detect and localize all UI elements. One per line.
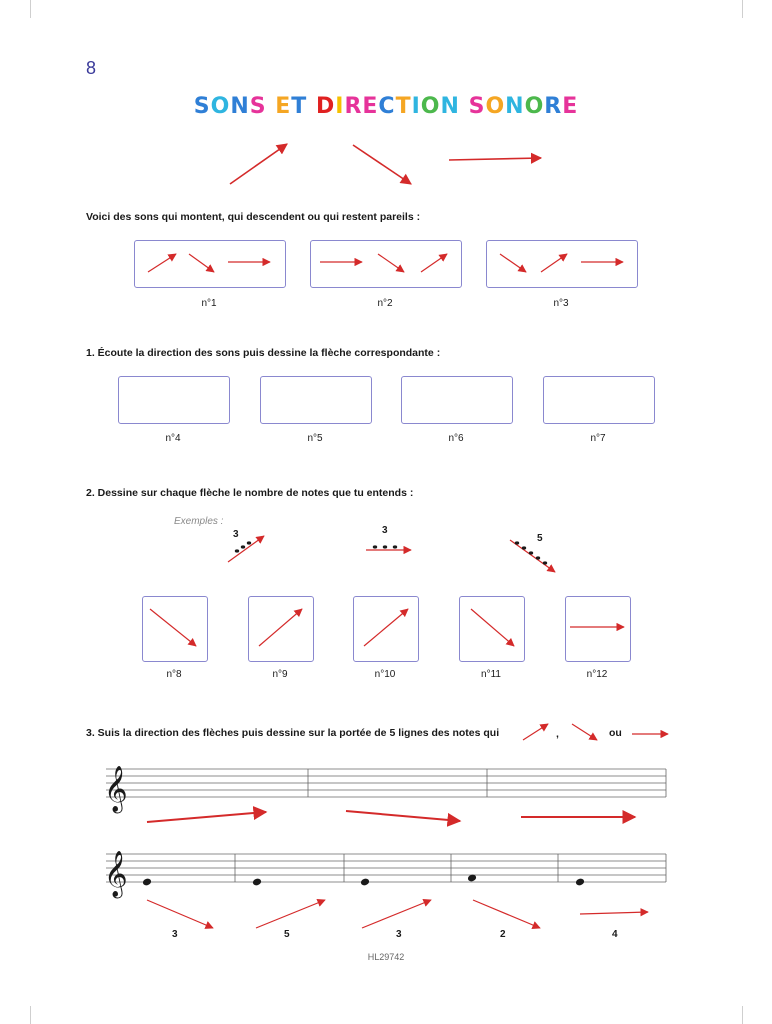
note-count-4: 2 [500,929,506,940]
note-head [252,878,262,887]
example-label-1: n°1 [201,298,217,309]
footer-code: HL29742 [367,952,405,962]
label-9: n°9 [272,669,288,680]
note-dot [536,556,540,559]
treble-clef-icon: 𝄞 [104,766,128,812]
title-letter: I [335,94,345,119]
arrow-down-icon [150,609,196,646]
note-head [575,878,585,887]
title-letter: N [505,94,525,119]
note-dot [373,545,377,548]
title-letter: O [485,94,506,119]
title-letter: E [275,94,292,119]
label-12: n°12 [586,669,608,680]
note-count-3: 3 [396,929,402,940]
page-number: 8 [86,58,97,78]
title-letter: C [378,94,396,119]
arrow-up-icon [421,254,447,272]
label-4: n°4 [165,433,181,444]
label-7: n°7 [590,433,606,444]
q1-text: 1. Écoute la direction des sons puis dessine la flèche correspondante : [86,347,441,359]
arrow-flat-icon [449,158,541,160]
q3-text: 3. Suis la direction des flèches puis dessine sur la portée de 5 lignes des notes qui [86,727,500,739]
arrow-down-icon [471,609,514,646]
note-dot [235,549,239,552]
title-letter: O [524,94,545,119]
arrow-down-icon [189,254,214,272]
title-letter: I [411,94,421,119]
title-letter: T [395,94,412,119]
note-dot [529,551,533,554]
title-letter: N [440,94,460,119]
title-letter: S [468,94,486,119]
intro-text: Voici des sons qui montent, qui descendent ou qui restent pareils : [86,211,421,223]
title-letter: E [562,94,579,119]
note-head [142,878,152,887]
title-letter: R [344,94,363,119]
note-head [360,878,370,887]
q2-text: 2. Dessine sur chaque flèche le nombre de notes que tu entends : [86,487,414,499]
title-letter: O [420,94,441,119]
treble-clef-icon: 𝄞 [104,851,128,897]
example-label-3: n°3 [553,298,569,309]
title-letter: N [230,94,250,119]
note-count-5: 4 [612,929,618,940]
arrow-down-icon [147,900,213,928]
arrow-up-icon [364,609,408,646]
arrow-down-icon [346,811,460,821]
arrow-down-icon [353,145,411,184]
arrow-up-icon [230,144,287,184]
arrow-down-icon [378,254,404,272]
arrow-down-icon [500,254,526,272]
arrow-down-icon [473,900,540,928]
arrow-up-icon [541,254,567,272]
title-letter: E [362,94,379,119]
label-5: n°5 [307,433,323,444]
title-letter: T [291,94,308,119]
arrow-flat-icon [580,912,648,914]
arrow-down-icon [510,540,555,572]
arrow-up-icon [256,900,325,928]
arrow-up-icon [228,536,264,562]
arrow-down-icon [572,724,597,740]
arrow-up-icon [362,900,431,928]
note-count-2: 5 [284,929,290,940]
arrow-up-icon [148,254,176,272]
q3-or: ou [609,727,622,739]
label-10: n°10 [374,669,396,680]
note-dot [241,545,245,548]
note-dot [522,546,526,549]
arrow-up-icon [523,724,548,740]
title-letter: S [249,94,267,119]
examples-label: Exemples : [174,516,224,527]
example-label-2: n°2 [377,298,393,309]
note-dot [247,541,251,544]
arrow-up-icon [147,812,266,822]
label-11: n°11 [481,669,501,680]
title-letter: O [210,94,231,119]
q3-separator: , [556,728,559,740]
example-count-2: 3 [382,525,388,536]
label-6: n°6 [448,433,464,444]
note-dot [393,545,397,548]
title-letter: R [544,94,563,119]
title-letter: D [315,94,336,119]
example-count-3: 5 [537,533,543,544]
note-dot [515,541,519,544]
label-8: n°8 [166,669,182,680]
note-dot [383,545,387,548]
title-letter: S [193,94,211,119]
example-count-1: 3 [233,529,239,540]
note-count-1: 3 [172,929,178,940]
arrow-up-icon [259,609,302,646]
note-dot [543,561,547,564]
